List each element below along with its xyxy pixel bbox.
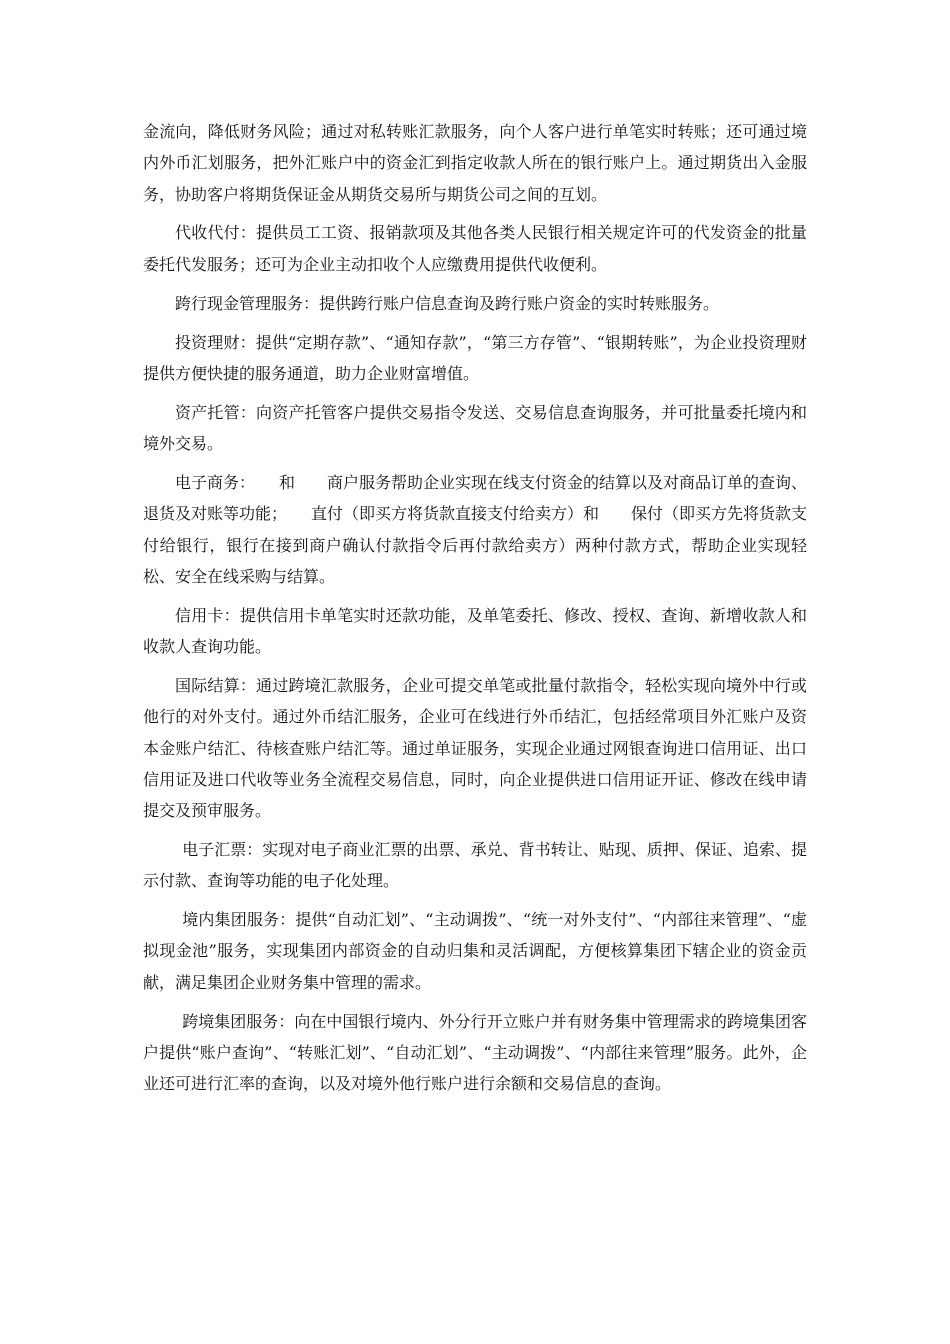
paragraph-e-draft: 电子汇票：实现对电子商业汇票的出票、承兑、背书转让、贴现、质押、保证、追索、提示付款、查询等功能的电子化处理。 [143,839,807,891]
paragraph-fund-flow: 金流向，降低财务风险；通过对私转账汇款服务，向个人客户进行单笔实时转账；还可通过境内外币汇划服务，把外汇账户中的资金汇到指定收款人所在的银行账户上。通过期货出入金服务，协助客户将期货保证金从期货交易所与期货公司之间的互划。 [143,122,807,204]
paragraph-credit-card: 信用卡：提供信用卡单笔实时还款功能，及单笔委托、修改、授权、查询、新增收款人和收款人查询功能。 [143,605,807,657]
document-page [143,116,807,1107]
paragraph-interbank-cash: 跨行现金管理服务：提供跨行账户信息查询及跨行账户资金的实时转账服务。 [175,293,720,313]
paragraph-asset-custody: 资产托管：向资产托管客户提供交易指令发送、交易信息查询服务，并可批量委托境内和境外交易。 [143,402,807,454]
paragraph-e-commerce: 电子商务： 和 商户服务帮助企业实现在线支付资金的结算以及对商品订单的查询、退货及对账等功能； 直付（即买方将货款直接支付给卖方）和 保付（即买方先将货款支付给银行，银行在接到商户确认付款指令后再付款给卖方）两种付款方式，帮助企业实现轻松、安全在线采购与结算。 [143,472,808,586]
paragraph-collection-payment: 代收代付：提供员工工资、报销款项及其他各类人民银行相关规定许可的代发资金的批量委托代发服务；还可为企业主动扣收个人应缴费用提供代收便利。 [143,223,807,274]
paragraph-cross-border-group: 跨境集团服务：向在中国银行境内、外分行开立账户并有财务集中管理需求的跨境集团客户提供“账户查询”、“转账汇划”、“自动汇划”、“主动调拨”、“内部往来管理”服务。此外，企业还可进行汇率的查询，以及对境外他行账户进行余额和交易信息的查询。 [143,1011,807,1094]
paragraph-international-settlement: 国际结算：通过跨境汇款服务，企业可提交单笔或批量付款指令，轻松实现向境外中行或他行的对外支付。通过外币结汇服务，企业可在线进行外币结汇，包括经常项目外汇账户及资本金账户结汇、待核查账户结汇等。通过单证服务，实现企业通过网银查询进口信用证、出口信用证及进口代收等业务全流程交易信息，同时，向企业提供进口信用证开证、修改在线申请提交及预审服务。 [143,675,807,821]
paragraph-investment: 投资理财：提供“定期存款”、“通知存款”，“第三方存管”、“银期转账”，为企业投资理财提供方便快捷的服务通道，助力企业财富增值。 [143,332,807,383]
paragraph-domestic-group: 境内集团服务：提供“自动汇划”、“主动调拨”、“统一对外支付”、“内部往来管理”、“虚拟现金池”服务，实现集团内部资金的自动归集和灵活调配，方便核算集团下辖企业的资金贡献，满足集团企业财务集中管理的需求。 [143,910,807,992]
